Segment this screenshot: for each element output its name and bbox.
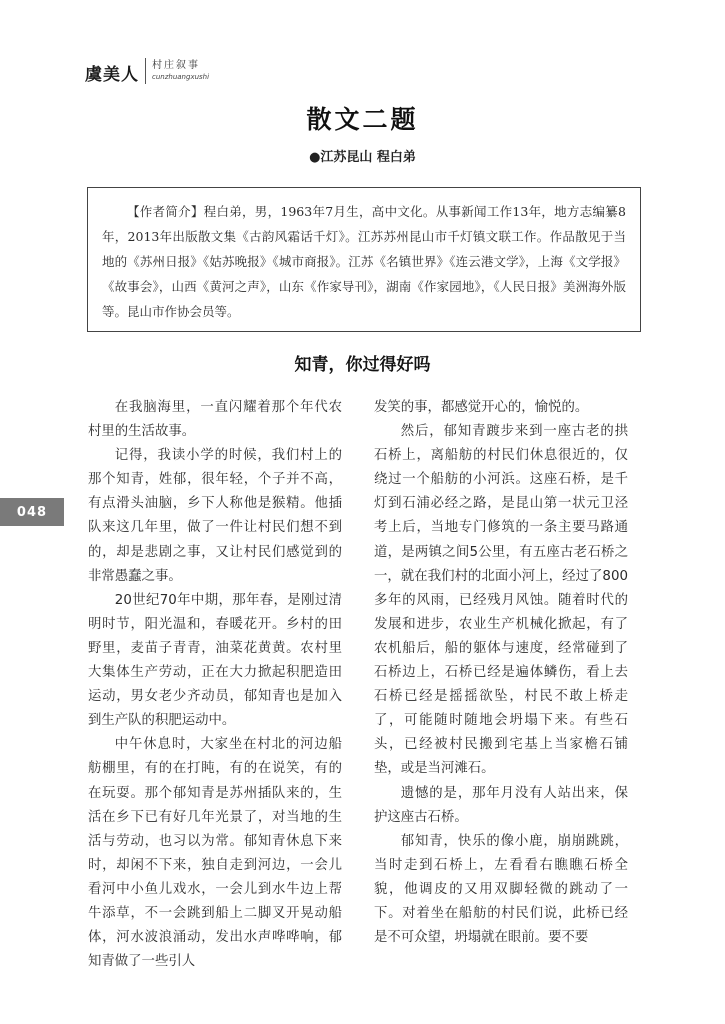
header-divider bbox=[145, 58, 146, 84]
running-header bbox=[85, 56, 209, 86]
author-bio-text: 【作者简介】程白弟，男，1963年7月生，高中文化。从事新闻工作13年，地方志编纂8年，2013年出版散文集《古韵风霜话千灯》。江苏苏州昆山市千灯镇文联工作。作品散见于当地的《苏州日报》《姑苏晚报》《城市商报》。江苏《名镇世界》《连云港文学》，上海《文学报》《故事会》，山西《黄河之声》，山东《作家导刊》，湖南《作家园地》，《人民日报》美洲海外版等。昆山市作协会员等。 bbox=[102, 204, 626, 319]
column-pinyin: cunzhuangxushi bbox=[152, 73, 210, 81]
paragraph: 20世纪70年中期，那年春，是刚过清明时节，阳光温和，春暖花开。乡村的田野里，麦苗子青青，油菜花黄黄。农村里大集体生产劳动，正在大力掀起积肥造田运动，男女老少齐动员，郁知青也是加入到生产队的积肥运动中。 bbox=[88, 592, 342, 729]
author-byline: ●江苏昆山 程白弟 bbox=[309, 150, 416, 165]
text-column-right bbox=[374, 396, 628, 956]
paragraph-continued: 发笑的事，都感觉开心的，愉悦的。 bbox=[374, 400, 589, 415]
magazine-name: 虞美人 bbox=[85, 65, 139, 85]
author-bio-box bbox=[87, 187, 641, 332]
column-name: 村庄叙事 bbox=[152, 60, 200, 71]
paragraph: 中午休息时，大家坐在村北的河边船舫棚里，有的在打盹，有的在说笑，有的在玩耍。那个郁知青是苏州插队来的，生活在乡下已有好几年光景了，对当地的生活与劳动，也习以为常。郁知青休息下来时，却闲不下来，独自走到河边，一会儿看河中小鱼儿戏水，一会儿到水牛边上帮牛添草，不一会跳到船上二脚叉开晃动船体，河水波浪涌动，发出水声哗哗响，郁知青做了一些引人 bbox=[88, 737, 342, 970]
article-title: 散文二题 bbox=[306, 105, 419, 134]
column-label bbox=[152, 56, 209, 81]
text-column-left bbox=[88, 396, 342, 970]
paragraph: 然后，郁知青踱步来到一座古老的拱石桥上，离船舫的村民们休息很近的，仅绕过一个船舫的小河浜。这座石桥，是千灯到石浦必经之路，是昆山第一状元卫泾考上后，当地专门修筑的一条主要马路通道，是两镇之间5公里，有五座古老石桥之一，就在我们村的北面小河上，经过了800多年的风雨，已经残月风蚀。随着时代的发展和进步，农业生产机械化掀起，有了农机船后，船的躯体与速度，经常碰到了石桥边上，石桥已经是遍体鳞伤，看上去石桥已经是摇摇欲坠，村民不敢上桥走了，可能随时随地会坍塌下来。有些石头，已经被村民搬到宅基上当家檐石铺垫，或是当河滩石。 bbox=[374, 424, 628, 777]
paragraph: 遗憾的是，那年月没有人站出来，保护这座古石桥。 bbox=[374, 785, 628, 825]
section-title: 知青，你过得好吗 bbox=[294, 355, 431, 375]
page-number-tab: 048 bbox=[0, 498, 64, 526]
paragraph: 郁知青，快乐的像小鹿，崩崩跳跳，当时走到石桥上，左看看右瞧瞧石桥全貌，他调皮的又用双脚轻微的跳动了一下。对着坐在船舫的村民们说，此桥已经是不可众望，坍塌就在眼前。要不要 bbox=[374, 833, 628, 946]
paragraph: 记得，我读小学的时候，我们村上的那个知青，姓郁，很年轻，个子并不高，有点滑头油脑，乡下人称他是猴精。他插队来这几年里，做了一件让村民们想不到的，却是悲剧之事，又让村民们感觉到的非常愚蠢之事。 bbox=[88, 448, 342, 584]
paragraph: 在我脑海里，一直闪耀着那个年代农村里的生活故事。 bbox=[88, 400, 342, 440]
